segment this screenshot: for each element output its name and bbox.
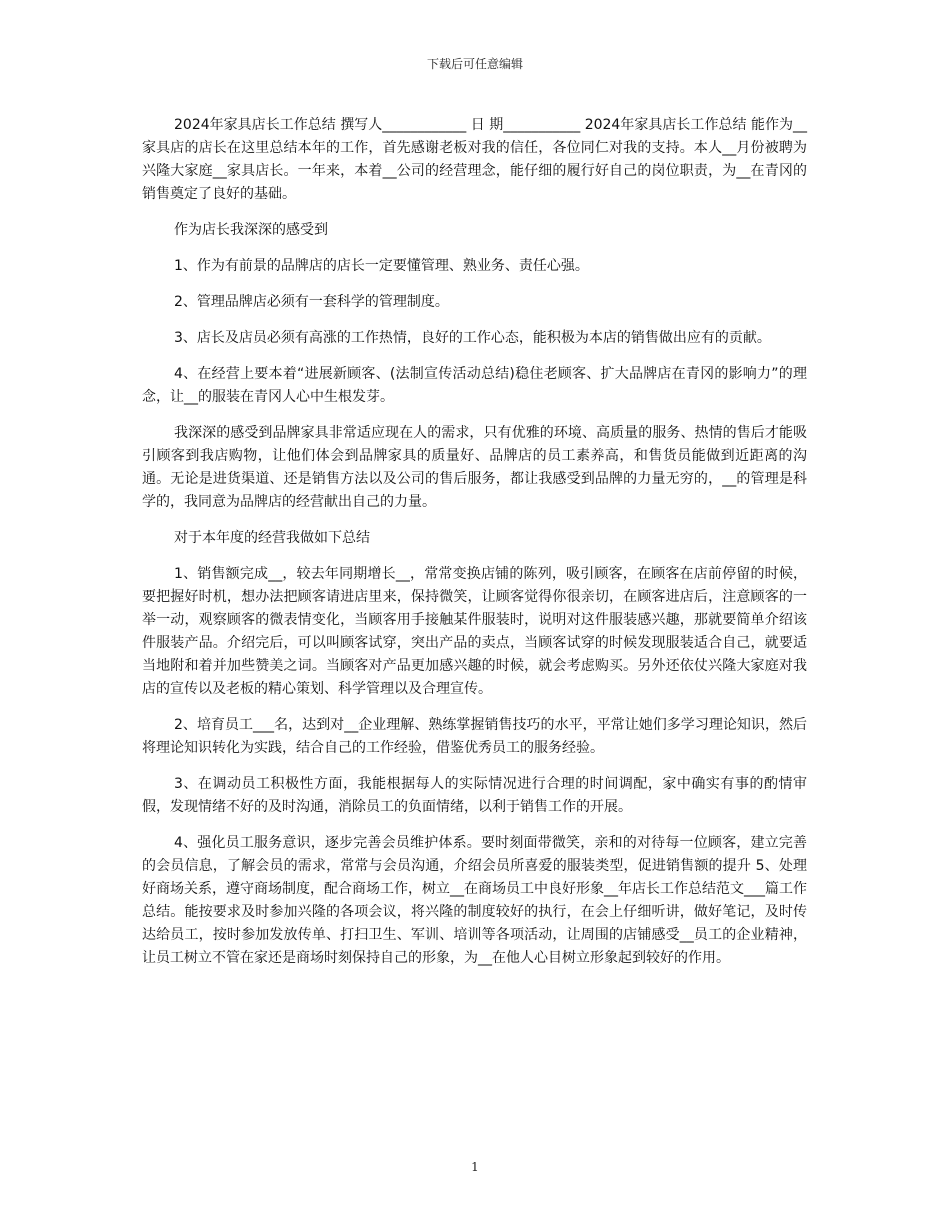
paragraph-feeling-1: 1、作为有前景的品牌店的店长一定要懂管理、熟业务、责任心强。 [174, 258, 589, 274]
paragraph-heading-feelings: 作为店长我深深的感受到 [174, 222, 328, 238]
paragraph-summary-2: 2、培育员工___名，达到对__企业理解、熟练掌握销售技巧的水平，平常让她们多学习理论知识，然后将理论知识转化为实践，结合自己的工作经验，借鉴优秀员工的服务经验。 [142, 717, 807, 756]
page-header: 下载后可任意编辑 [426, 57, 523, 71]
paragraph-heading-summary: 对于本年度的经营我做如下总结 [174, 530, 370, 546]
document-body [142, 114, 807, 983]
paragraph-summary-1: 1、销售额完成__，较去年同期增长__，常常变换店铺的陈列，吸引顾客，在顾客在店前停留的时候，要把握好时机，想办法把顾客请进店里来，保持微笑，让顾客觉得你很亲切，在顾客进店后，注意顾客的一举一动，观察顾客的微表情变化，当顾客用手接触某件服装时，说明对这件服装感兴趣，那就要简单介绍该件服装产品。介绍完后，可以叫顾客试穿，突出产品的卖点，当顾客试穿的时候发现服装适合自己，就要适当地附和着并加些赞美之词。当顾客对产品更加感兴趣的时候，就会考虑购买。另外还依仗兴隆大家庭对我店的宣传以及老板的精心策划、科学管理以及合理宣传。 [142, 566, 807, 697]
paragraph-summary-4-5: 4、强化员工服务意识，逐步完善会员维护体系。要时刻面带微笑，亲和的对待每一位顾客，建立完善的会员信息，了解会员的需求，常常与会员沟通，介绍会员所喜爱的服装类型，促进销售额的提升 5、处理好商场关系，遵守商场制度，配合商场工作，树立__在商场员工中良好形象__年店长工作总结范文___篇工作总结。能按要求及时参加兴隆的各项会议，将兴隆的制度较好的执行，在会上仔细听讲，做好笔记，及时传达给员工，按时参加发放传单、打扫卫生、军训、培训等各项活动，让周围的店铺感受__员工的企业精神，让员工树立不管在家还是商场时刻保持自己的形象，为__在他人心目树立形象起到较好的作用。 [142, 835, 807, 966]
paragraph-brand-reflection: 我深深的感受到品牌家具非常适应现在人的需求，只有优雅的环境、高质量的服务、热情的售后才能吸引顾客到我店购物，让他们体会到品牌家具的质量好、品牌店的员工素养高，和售货员能做到近距离的沟通。无论是进货渠道、还是销售方法以及公司的售后服务，都让我感受到品牌的力量无穷的，__的管理是科学的，我同意为品牌店的经营献出自己的力量。 [142, 425, 807, 510]
paragraph-feeling-3: 3、店长及店员必须有高涨的工作热情，良好的工作心态，能积极为本店的销售做出应有的贡献。 [174, 330, 771, 346]
paragraph-feeling-4: 4、在经营上要本着“进展新顾客、(法制宣传活动总结)稳住老顾客、扩大品牌店在青冈的影响力”的理念，让__的服装在青冈人心中生根发芽。 [142, 366, 807, 405]
page-number: 1 [471, 1160, 479, 1174]
paragraph-intro: 2024年家具店长工作总结 撰写人____________ 日 期___________ 2024年家具店长工作总结 能作为__家具店的店长在这里总结本年的工作，首先感谢老板对我的信任，各位同仁对我的支持。本人__月份被聘为兴隆大家庭__家具店长。一年来，本着__公司的经营理念，能仔细的履行好自己的岗位职责，为__在青冈的销售奠定了良好的基础。 [142, 117, 807, 202]
paragraph-feeling-2: 2、管理品牌店必须有一套科学的管理制度。 [174, 294, 449, 310]
paragraph-summary-3: 3、在调动员工积极性方面，我能根据每人的实际情况进行合理的时间调配，家中确实有事的酌情审假，发现情绪不好的及时沟通，消除员工的负面情绪，以利于销售工作的开展。 [142, 776, 807, 815]
